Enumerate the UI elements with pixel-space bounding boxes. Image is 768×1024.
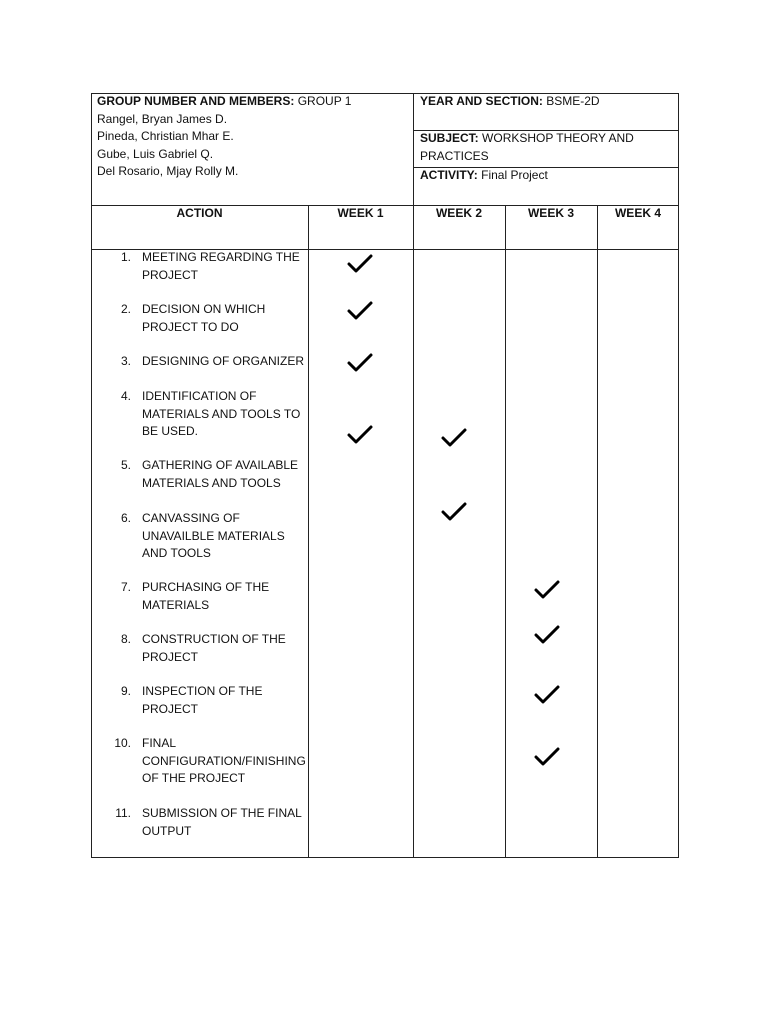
action-text: GATHERING OF AVAILABLE xyxy=(142,458,299,472)
year-section-value: BSME-2D xyxy=(546,94,600,108)
subject-value: WORKSHOP THEORY AND xyxy=(482,131,634,145)
action-text: CONFIGURATION/FINISHING xyxy=(142,753,306,768)
member-name: Gube, Luis Gabriel Q. xyxy=(97,146,214,161)
action-number: 7. xyxy=(120,580,131,594)
checkmark-icon xyxy=(533,683,561,707)
action-text: IDENTIFICATION OF xyxy=(142,389,257,403)
checkmark-icon xyxy=(440,500,468,524)
column-header-week-2: WEEK 2 xyxy=(435,206,482,220)
action-text: UNAVAILBLE MATERIALS xyxy=(142,528,285,543)
checkmark-icon xyxy=(346,252,374,276)
action-number: 11. xyxy=(115,806,131,820)
action-text: OF THE PROJECT xyxy=(142,771,246,785)
action-text: OUTPUT xyxy=(142,823,192,838)
group-value: GROUP 1 xyxy=(297,94,352,108)
checkmark-icon xyxy=(346,299,374,323)
checkmark-icon xyxy=(533,578,561,602)
checkmark-icon xyxy=(346,351,374,375)
column-header-action: ACTION xyxy=(176,206,223,220)
activity-value: Final Project xyxy=(481,168,548,182)
column-line xyxy=(413,205,414,858)
action-number: 4. xyxy=(120,389,131,403)
action-number: 10. xyxy=(114,736,131,750)
member-name: Rangel, Bryan James D. xyxy=(97,111,228,126)
group-line xyxy=(97,93,351,111)
action-text: CANVASSING OF xyxy=(142,511,240,525)
column-header-week-4: WEEK 4 xyxy=(614,206,661,220)
action-text: PROJECT xyxy=(142,649,199,664)
column-header-week-1: WEEK 1 xyxy=(337,206,384,220)
action-text: MEETING REGARDING THE xyxy=(142,250,300,264)
column-line xyxy=(597,205,598,858)
activity-label: ACTIVITY: xyxy=(420,168,478,182)
year-section-line xyxy=(420,93,600,111)
member-name: Del Rosario, Mjay Rolly M. xyxy=(97,164,239,178)
action-text: CONSTRUCTION OF THE xyxy=(142,632,286,646)
action-text: PURCHASING OF THE xyxy=(142,580,270,594)
header-divider xyxy=(413,93,414,205)
action-number: 6. xyxy=(120,511,131,525)
action-text: MATERIALS AND TOOLS xyxy=(142,475,281,490)
year-section-label: YEAR AND SECTION: xyxy=(420,94,543,108)
subject-line xyxy=(420,130,634,148)
subject-label: SUBJECT: xyxy=(420,131,479,145)
checkmark-icon xyxy=(533,623,561,647)
action-text: INSPECTION OF THE xyxy=(142,684,263,698)
action-number: 3. xyxy=(120,354,131,368)
checkmark-icon xyxy=(533,745,561,769)
action-text: DECISION ON WHICH xyxy=(142,302,266,316)
action-text: MATERIALS AND TOOLS TO xyxy=(142,406,301,421)
column-line xyxy=(308,205,309,858)
action-text: PROJECT xyxy=(142,267,199,282)
column-header-week-3: WEEK 3 xyxy=(527,206,574,220)
checkmark-icon xyxy=(346,423,374,447)
activity-line xyxy=(420,167,548,185)
action-text: FINAL xyxy=(142,736,177,750)
member-name: Pineda, Christian Mhar E. xyxy=(97,129,234,143)
action-text: SUBMISSION OF THE FINAL xyxy=(142,806,302,820)
action-text: MATERIALS xyxy=(142,597,210,612)
action-number: 5. xyxy=(120,458,131,472)
action-text: AND TOOLS xyxy=(142,546,211,560)
action-text: DESIGNING OF ORGANIZER xyxy=(142,354,305,368)
action-number: 2. xyxy=(120,302,131,316)
action-text: PROJECT xyxy=(142,701,199,716)
action-text: PROJECT TO DO xyxy=(142,319,239,334)
action-number: 1. xyxy=(120,250,131,264)
subject-value-continued: PRACTICES xyxy=(420,148,489,163)
action-number: 9. xyxy=(120,684,131,698)
column-line xyxy=(505,205,506,858)
action-text: BE USED. xyxy=(142,424,199,438)
group-label: GROUP NUMBER AND MEMBERS: xyxy=(97,94,295,108)
action-number: 8. xyxy=(120,632,131,646)
checkmark-icon xyxy=(440,426,468,450)
